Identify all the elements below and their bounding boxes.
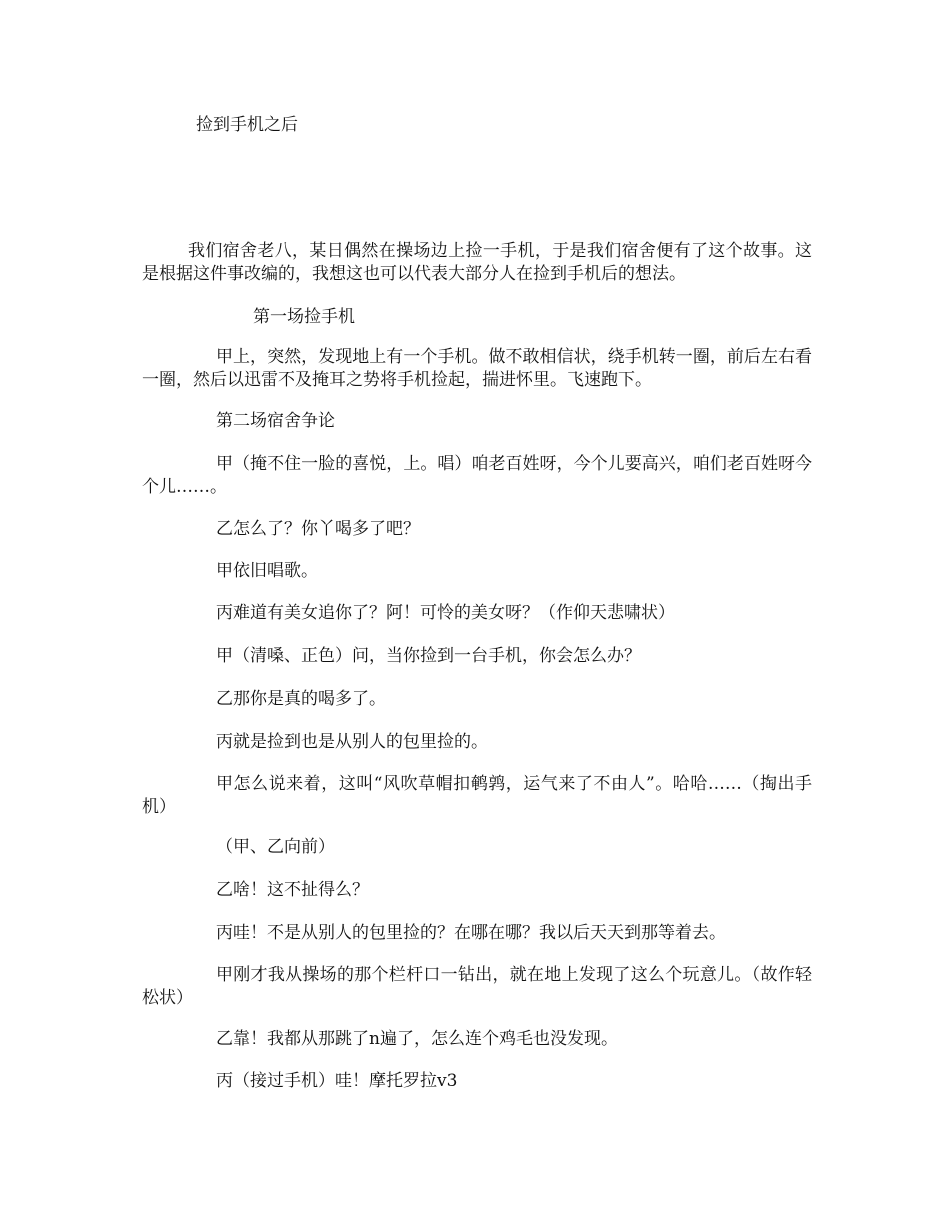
dialogue-line: 乙啥！这不扯得么？ — [216, 880, 369, 900]
scene2-heading: 第二场宿舍争论 — [216, 411, 335, 431]
dialogue-line: 乙那你是真的喝多了。 — [216, 689, 386, 709]
document-title: 捡到手机之后 — [196, 115, 298, 135]
dialogue-line: 丙就是捡到也是从别人的包里捡的。 — [216, 732, 488, 752]
dialogue-line: 甲怎么说来着，这叫“风吹草帽扣鹌鹑，运气来了不由人”。哈哈……（掏出手机） — [142, 774, 812, 817]
scene1-heading: 第一场捡手机 — [253, 307, 355, 327]
dialogue-line: 甲刚才我从操场的那个栏杆口一钻出，就在地上发现了这么个玩意儿。（故作轻松状） — [142, 965, 812, 1008]
dialogue-line: 甲依旧唱歌。 — [216, 561, 318, 581]
dialogue-line: 丙难道有美女追你了？阿！可怜的美女呀？（作仰天悲啸状） — [216, 603, 675, 623]
dialogue-line: 丙（接过手机）哇！摩托罗拉v3 — [216, 1071, 458, 1091]
dialogue-line: 甲（清嗓、正色）问，当你捡到一台手机，你会怎么办？ — [216, 646, 641, 666]
dialogue-line: （甲、乙向前） — [216, 837, 335, 857]
dialogue-line: 乙怎么了？你丫喝多了吧？ — [216, 519, 420, 539]
dialogue-line: 丙哇！不是从别人的包里捡的？在哪在哪？我以后天天到那等着去。 — [216, 923, 726, 943]
scene1-paragraph: 甲上，突然，发现地上有一个手机。做不敢相信状，绕手机转一圈，前后左右看一圈，然后以迅雷不及掩耳之势将手机捡起，揣进怀里。飞速跑下。 — [142, 347, 812, 390]
intro-paragraph: 我们宿舍老八，某日偶然在操场边上捡一手机，于是我们宿舍便有了这个故事。这是根据这件事改编的，我想这也可以代表大部分人在捡到手机后的想法。 — [142, 241, 812, 284]
dialogue-line: 甲（掩不住一脸的喜悦，上。唱）咱老百姓呀，今个儿要高兴，咱们老百姓呀今个儿……。 — [142, 454, 812, 497]
dialogue-line: 乙靠！我都从那跳了n遍了，怎么连个鸡毛也没发现。 — [216, 1029, 618, 1049]
